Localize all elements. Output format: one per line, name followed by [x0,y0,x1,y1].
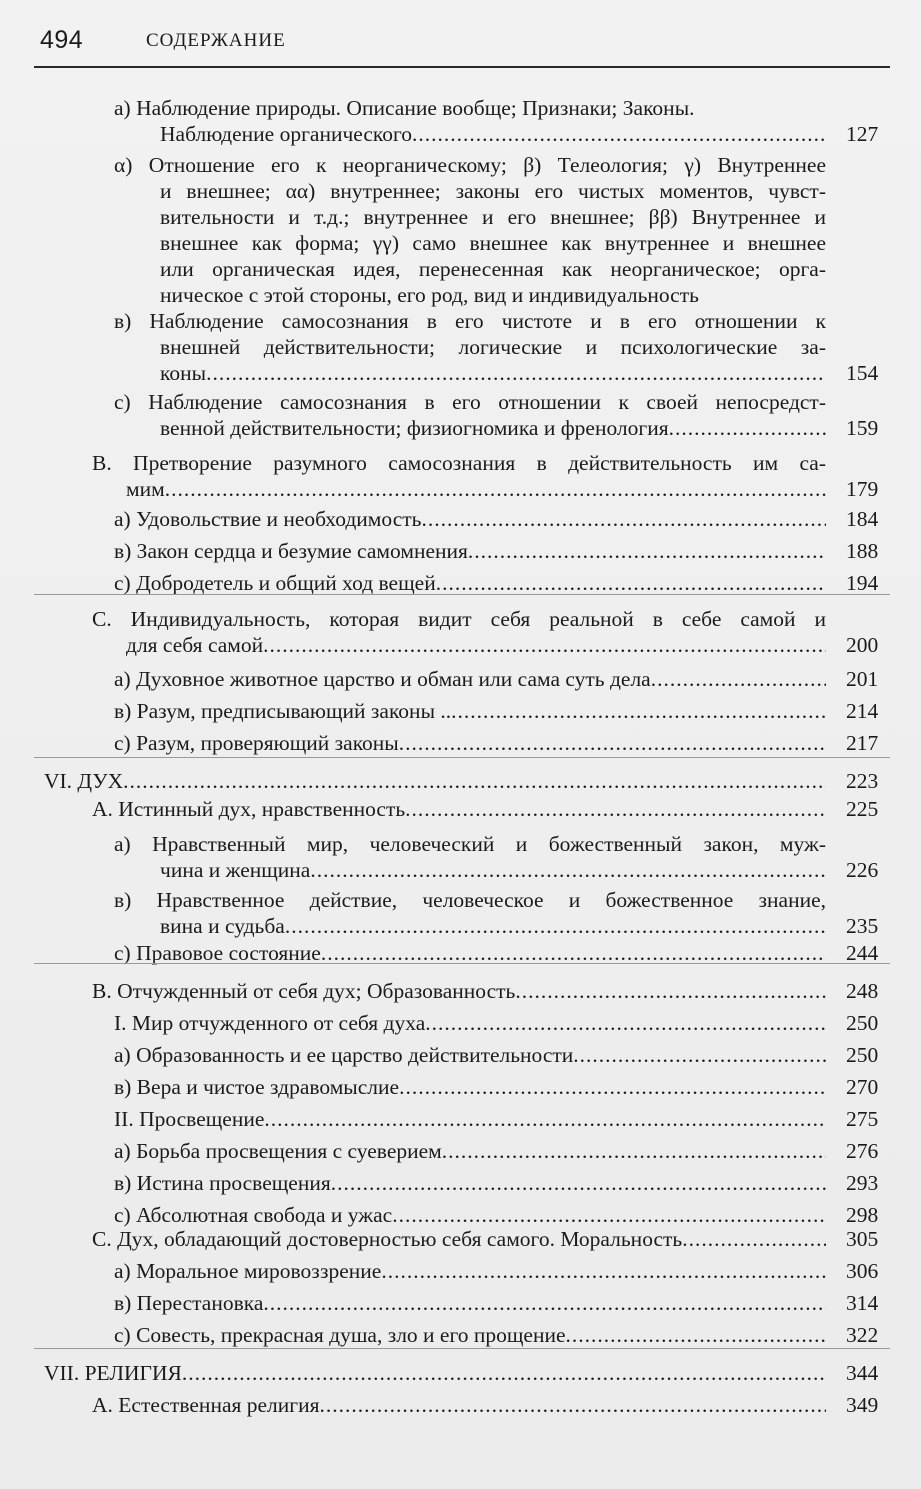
toc-entry-text-line: А. Истинный дух, нравственность [92,797,406,821]
dot-leader [573,1042,826,1068]
toc-entry-text-line: для себя самой [126,633,264,657]
toc-page-number: 154 [846,361,879,385]
toc-page-number: 270 [846,1075,879,1099]
dot-leader [425,1010,826,1036]
toc-entry-text-line: вина и судьба [160,914,285,938]
toc-entry-text-line: в) Наблюдение самосознания в его чистоте и в его отношении к [114,309,826,333]
dot-leader [310,857,826,883]
section-divider [34,594,890,595]
dot-leader [451,698,826,724]
toc-entry-text-line: чина и женщина [160,858,311,882]
toc-entry-text-line: мим [126,477,165,501]
toc-entry[interactable] [114,1042,826,1068]
dot-leader [399,1074,826,1100]
toc-entry-text-line: С. Дух, обладающий достоверностью себя самого. Моральность [92,1227,683,1251]
toc-entry[interactable] [114,570,826,596]
toc-entry-text-line: в) Разум, предписывающий законы .. [114,699,452,723]
toc-page-number: 250 [846,1011,879,1035]
dot-leader [412,121,826,147]
page-header [34,22,890,68]
toc-page-number: 276 [846,1139,879,1163]
toc-page-number: 349 [846,1393,879,1417]
toc-entry[interactable] [114,666,826,692]
toc-entry-text-line: а) Удовольствие и необходимость [114,507,422,531]
toc-page-number: 201 [846,667,879,691]
toc-page-number: 127 [846,122,879,146]
dot-leader [515,978,826,1004]
toc-page-number: 179 [846,477,879,501]
dot-leader [392,1202,826,1228]
toc-entry-text-line: или органическая идея, перенесенная как неорганическое; орга- [160,257,826,281]
section-divider [34,757,890,758]
toc-page-number: 298 [846,1203,879,1227]
toc-entry-text-line: с) Наблюдение самосознания в его отношении к своей непосредст- [114,390,826,414]
toc-entry[interactable] [114,1074,826,1100]
toc-entry[interactable] [114,308,826,386]
dot-leader [320,1392,827,1418]
toc-entry-text-line: а) Нравственный мир, человеческий и божественный закон, муж- [114,832,826,856]
toc-entry-text-line: венной действительности; физиогномика и френология [160,416,669,440]
dot-leader [442,1138,826,1164]
toc-page-number: 194 [846,571,879,595]
toc-entry[interactable] [114,730,826,756]
toc-entry-text-line: коны [160,361,207,385]
toc-entry[interactable] [92,1226,826,1252]
toc-entry[interactable] [114,389,826,441]
toc-page-number: 184 [846,507,879,531]
toc-entry[interactable] [92,978,826,1004]
toc-entry[interactable] [92,796,826,822]
toc-entry-text-line: с) Добродетель и общий ход вещей [114,571,436,595]
toc-entry[interactable] [114,1258,826,1284]
toc-entry[interactable] [114,1106,826,1132]
dot-leader [206,360,826,386]
toc-page-number: 314 [846,1291,879,1315]
dot-leader [263,1290,826,1316]
dot-leader [123,768,826,794]
toc-entry[interactable] [114,1170,826,1196]
toc-entry-text-line: внешнее как форма; γγ) само внешнее как внутреннее и внешнее [160,231,826,255]
toc-entry[interactable] [114,1322,826,1348]
toc-entry-text-line: а) Борьба просвещения с суеверием [114,1139,442,1163]
dot-leader [566,1322,826,1348]
dot-leader [285,913,826,939]
toc-page-number: 225 [846,797,879,821]
header-page-number: 494 [40,26,84,54]
toc-entry-text-line: с) Разум, проверяющий законы [114,731,399,755]
dot-leader [331,1170,826,1196]
toc-entry-text-line: в) Перестановка [114,1291,264,1315]
dot-leader [651,666,826,692]
toc-page-number: 244 [846,941,879,965]
toc-page-number: 248 [846,979,879,1003]
toc-page-number: 214 [846,699,879,723]
toc-entry[interactable] [44,1360,826,1386]
toc-entry[interactable] [92,1392,826,1418]
toc-entry[interactable] [114,152,826,308]
toc-entry[interactable] [44,768,826,794]
toc-entry-text-line: в) Закон сердца и безумие самомнения [114,539,468,563]
toc-entry-text-line: С. Индивидуальность, которая видит себя реальной в себе самой и [92,607,826,631]
toc-page-number: 275 [846,1107,879,1131]
toc-entry-text-line: вительности и т.д.; внутреннее и его внешнее; ββ) Внутреннее и [160,205,826,229]
dot-leader [399,730,826,756]
toc-entry[interactable] [114,95,826,147]
toc-entry-text-line: а) Моральное мировоззрение [114,1259,382,1283]
toc-page-number: 344 [846,1361,879,1385]
toc-page-number: 226 [846,858,879,882]
toc-entry-text-line: и внешнее; αα) внутреннее; законы его чистых моментов, чувст- [160,179,826,203]
toc-entry-text-line: Наблюдение органического [160,122,413,146]
toc-entry-text-line: а) Духовное животное царство и обман или сама суть дела [114,667,651,691]
toc-entry[interactable] [114,1138,826,1164]
toc-entry[interactable] [92,450,826,502]
toc-entry[interactable] [114,698,826,724]
toc-entry-text-line: в) Нравственное действие, человеческое и божественное знание, [114,888,826,912]
toc-entry[interactable] [114,1010,826,1036]
toc-entry-text-line: I. Мир отчужденного от себя духа [114,1011,426,1035]
toc-entry-text-line: в) Вера и чистое здравомыслие [114,1075,400,1099]
toc-entry-text-line: а) Наблюдение природы. Описание вообще; Признаки; Законы. [114,96,695,120]
toc-entry-text-line: В. Претворение разумного самосознания в действительность им са- [92,451,826,475]
dot-leader [182,1360,826,1386]
toc-entry-text-line: α) Отношение его к неорганическому; β) Телеология; γ) Внутреннее [114,153,826,177]
toc-page-number: 250 [846,1043,879,1067]
toc-entry-text-line: В. Отчужденный от себя дух; Образованность [92,979,516,1003]
dot-leader [165,476,826,502]
toc-entry-text-line: с) Правовое состояние [114,941,321,965]
toc-entry-text-line: А. Естественная религия [92,1393,320,1417]
header-title: СОДЕРЖАНИЕ [146,30,286,51]
toc-page-number: 200 [846,633,879,657]
toc-entry-text-line: с) Совесть, прекрасная душа, зло и его прощение [114,1323,566,1347]
toc-page-number: 322 [846,1323,879,1347]
dot-leader [436,570,826,596]
dot-leader [264,1106,826,1132]
dot-leader [405,796,826,822]
toc-page-number: 159 [846,416,879,440]
toc-entry-text-line: в) Истина просвещения [114,1171,331,1195]
dot-leader [669,415,826,441]
dot-leader [682,1226,826,1252]
section-divider [34,1348,890,1349]
toc-page-number: 188 [846,539,879,563]
toc-entry[interactable] [114,1290,826,1316]
toc-entry-text-line: с) Абсолютная свобода и ужас [114,1203,393,1227]
toc-page-number: 306 [846,1259,879,1283]
toc-entry-text-line: внешней действительности; логические и психологические за- [160,335,826,359]
dot-leader [468,538,826,564]
dot-leader [421,506,826,532]
toc-page-number: 293 [846,1171,879,1195]
toc-entry[interactable] [114,506,826,532]
toc-entry-text-line: а) Образованность и ее царство действительности [114,1043,574,1067]
dot-leader [263,632,826,658]
toc-page-number: 235 [846,914,879,938]
toc-entry-text-line: VI. ДУХ [44,769,124,793]
section-divider [34,963,890,964]
toc-entry[interactable] [92,606,826,658]
toc-entry[interactable] [114,1202,826,1228]
toc-entry-text-line: II. Просвещение [114,1107,265,1131]
toc-entry[interactable] [114,538,826,564]
toc-page-number: 223 [846,769,879,793]
dot-leader [381,1258,826,1284]
toc-entry[interactable] [114,831,826,883]
toc-page-number: 305 [846,1227,879,1251]
toc-entry[interactable] [114,887,826,939]
toc-page-number: 217 [846,731,879,755]
toc-entry-text-line: VII. РЕЛИГИЯ [44,1361,182,1385]
toc-entry-text-line: ническое с этой стороны, его род, вид и индивидуальность [160,283,699,307]
